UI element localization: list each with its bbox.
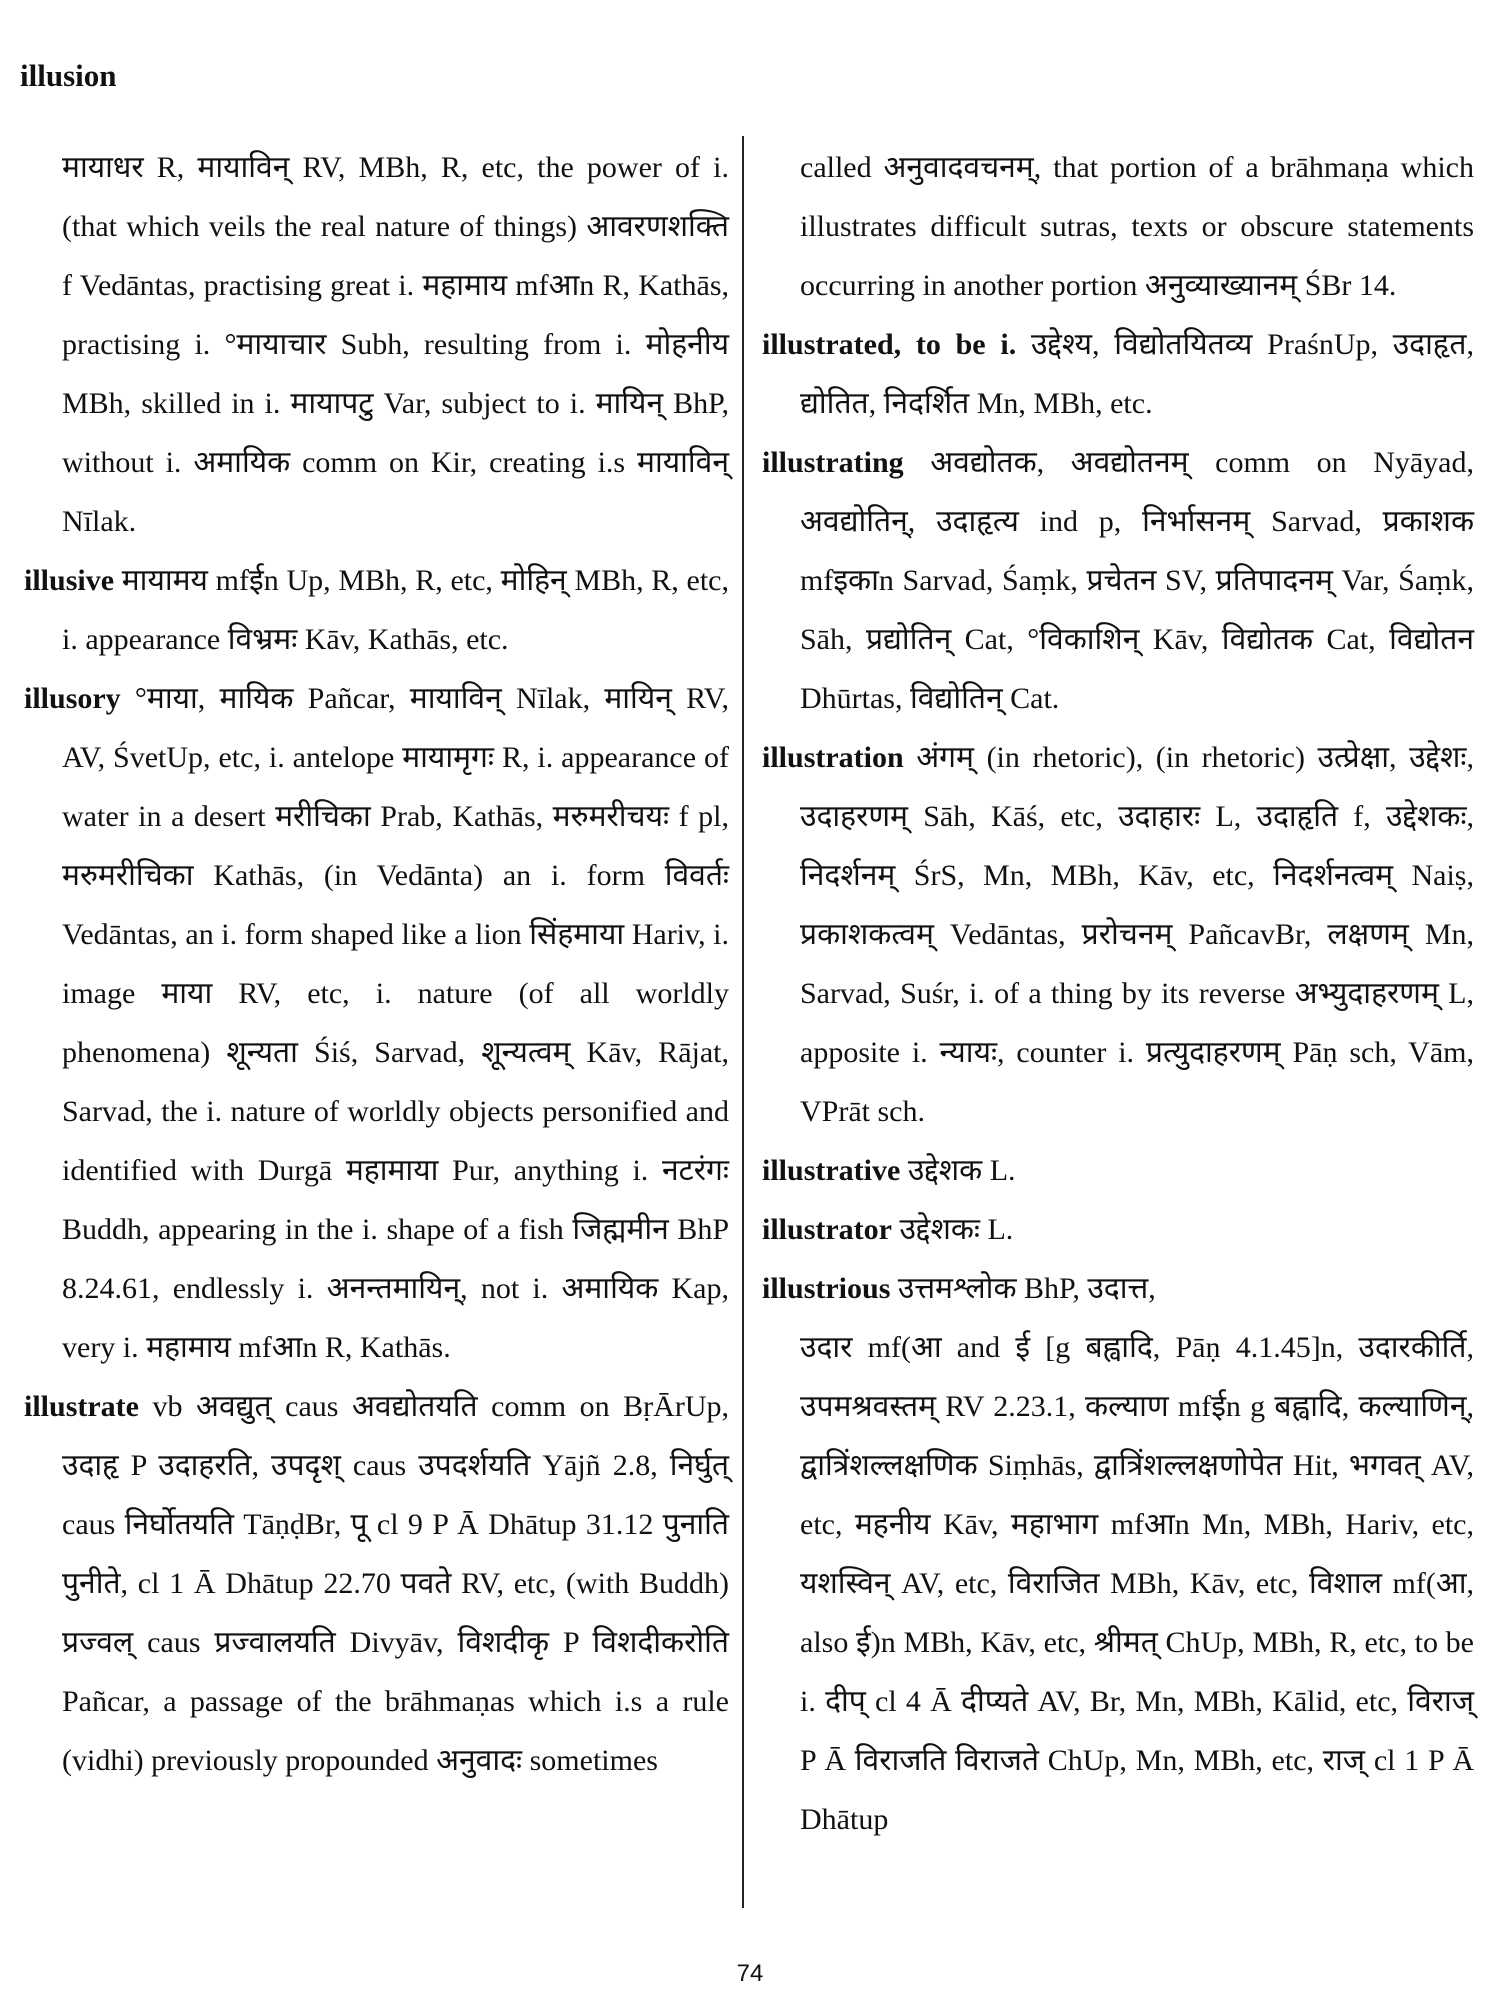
dictionary-entry: [762, 315, 1474, 433]
entry-headword: illustrate: [24, 1390, 139, 1423]
dictionary-entry: [762, 728, 1474, 1141]
entry-text: उद्देश्य, विद्योतयितव्य PraśnUp, उदाहृत, द्योतित, निदर्शित Mn, MBh, etc.: [800, 328, 1474, 420]
entry-text: उद्देशक L.: [900, 1154, 1016, 1187]
entry-headword: illustrative: [762, 1154, 901, 1187]
dictionary-entry: [24, 669, 729, 1377]
entry-text: अवद्योतक, अवद्योतनम् comm on Nyāyad, अवद्योतिन्, उदाहृत्य ind p, निर्भासनम् Sarvad, प्रकाशक mfइकाn Sarvad, Śaṃk, प्रचेतन SV, प्रतिपादनम् Var, Śaṃk, Sāh, प्रद्योतिन् Cat, °विकाशिन् Kāv, विद्योतक Cat, विद्योतन Dhūrtas, विद्योतिन् Cat.: [800, 446, 1474, 715]
entry-headword: illusive: [24, 564, 115, 597]
page-headword: illusion: [20, 58, 117, 93]
entry-text: vb अवद्युत् caus अवद्योतयति comm on BṛĀrUp, उदाहृ P उदाहरति, उपदृश् caus उपदर्शयति Yājñ 2.8, निर्घुत् caus निर्घोतयति TāṇḍBr, पू cl 9 P Ā Dhātup 31.12 पुनाति पुनीते, cl 1 Ā Dhātup 22.70 पवते RV, etc, (with Buddh) प्रज्वल् caus प्रज्वालयति Divyāv, विशदीकृ P विशदीकरोति Pañcar, a passage of the brāhmaṇas which i.s a rule (vidhi) previously propounded अनुवादः sometimes: [62, 1390, 729, 1777]
dictionary-entry: [762, 1200, 1474, 1259]
entry-headword: illustrating: [762, 446, 904, 479]
entry-text: मायाधर R, मायाविन् RV, MBh, R, etc, the power of i. (that which veils the real nature of things) आवरणशक्ति f Vedāntas, practising great i. महामाय mfआn R, Kathās, practising i. °मायाचार Subh, resulting from i. मोहनीय MBh, skilled in i. मायापटु Var, subject to i. मायिन् BhP, without i. अमायिक comm on Kir, creating i.s मायाविन् Nīlak.: [62, 151, 729, 538]
dictionary-entry: [24, 551, 729, 669]
right-column: [762, 138, 1474, 1849]
dictionary-entry: [762, 138, 1474, 315]
entry-headword: illusory: [24, 682, 121, 715]
dictionary-entry: [762, 1318, 1474, 1849]
dictionary-entry: [24, 138, 729, 551]
page-number: 74: [736, 1960, 764, 1987]
entry-text: °माया, मायिक Pañcar, मायाविन् Nīlak, मायिन् RV, AV, ŚvetUp, etc, i. antelope मायामृगः R, i. appearance of water in a desert मरीचिका Prab, Kathās, मरुमरीचयः f pl, मरुमरीचिका Kathās, (in Vedānta) an i. form विवर्तः Vedāntas, an i. form shaped like a lion सिंहमाया Hariv, i. image माया RV, etc, i. nature (of all worldly phenomena) शून्यता Śiś, Sarvad, शून्यत्वम् Kāv, Rājat, Sarvad, the i. nature of worldly objects personified and identified with Durgā महामाया Pur, anything i. नटरंगः Buddh, appearing in the i. shape of a fish जिह्ममीन BhP 8.24.61, endlessly i. अनन्तमायिन्, not i. अमायिक Kap, very i. महामाय mfआn R, Kathās.: [62, 682, 729, 1364]
dictionary-entry: [762, 433, 1474, 728]
dictionary-entry: [762, 1259, 1474, 1318]
entry-text: उद्देशकः L.: [891, 1213, 1014, 1246]
entry-headword: illustration: [762, 741, 904, 774]
dictionary-entry: [762, 1141, 1474, 1200]
entry-text: उत्तमश्लोक BhP, उदात्त,: [890, 1272, 1156, 1305]
column-divider: [742, 136, 744, 1908]
entry-text: called अनुवादवचनम्, that portion of a brāhmaṇa which illustrates difficult sutras, texts or obscure statements occurring in another portion अनुव्याख्यानम् ŚBr 14.: [800, 151, 1474, 302]
dictionary-entry: [24, 1377, 729, 1790]
entry-text: मायामय mfईn Up, MBh, R, etc, मोहिन् MBh, R, etc, i. appearance विभ्रमः Kāv, Kathās, etc.: [62, 564, 729, 656]
left-column: [24, 138, 729, 1790]
entry-headword: illustrated, to be i.: [762, 328, 1017, 361]
entry-headword: illustrator: [762, 1213, 892, 1246]
entry-text: अंगम् (in rhetoric), (in rhetoric) उत्प्रेक्षा, उद्देशः, उदाहरणम् Sāh, Kāś, etc, उदाहारः L, उदाहृति f, उद्देशकः, निदर्शनम् ŚrS, Mn, MBh, Kāv, etc, निदर्शनत्वम् Naiṣ, प्रकाशकत्वम् Vedāntas, प्ररोचनम् PañcavBr, लक्षणम् Mn, Sarvad, Suśr, i. of a thing by its reverse अभ्युदाहरणम् L, apposite i. न्यायः, counter i. प्रत्युदाहरणम् Pāṇ sch, Vām, VPrāt sch.: [800, 741, 1474, 1128]
entry-headword: illustrious: [762, 1272, 891, 1305]
entry-text: उदार mf(आ and ई [g बह्वादि, Pāṇ 4.1.45]n, उदारकीर्ति, उपमश्रवस्तम् RV 2.23.1, कल्याण mfईn g बह्वादि, कल्याणिन्, द्वात्रिंशल्लक्षणिक Siṃhās, द्वात्रिंशल्लक्षणोपेत Hit, भगवत् AV, etc, महनीय Kāv, महाभाग mfआn Mn, MBh, Hariv, etc, यशस्विन् AV, etc, विराजित MBh, Kāv, etc, विशाल mf(आ, also ई)n MBh, Kāv, etc, श्रीमत् ChUp, MBh, R, etc, to be i. दीप् cl 4 Ā दीप्यते AV, Br, Mn, MBh, Kālid, etc, विराज् P Ā विराजति विराजते ChUp, Mn, MBh, etc, राज् cl 1 P Ā Dhātup: [800, 1331, 1474, 1836]
